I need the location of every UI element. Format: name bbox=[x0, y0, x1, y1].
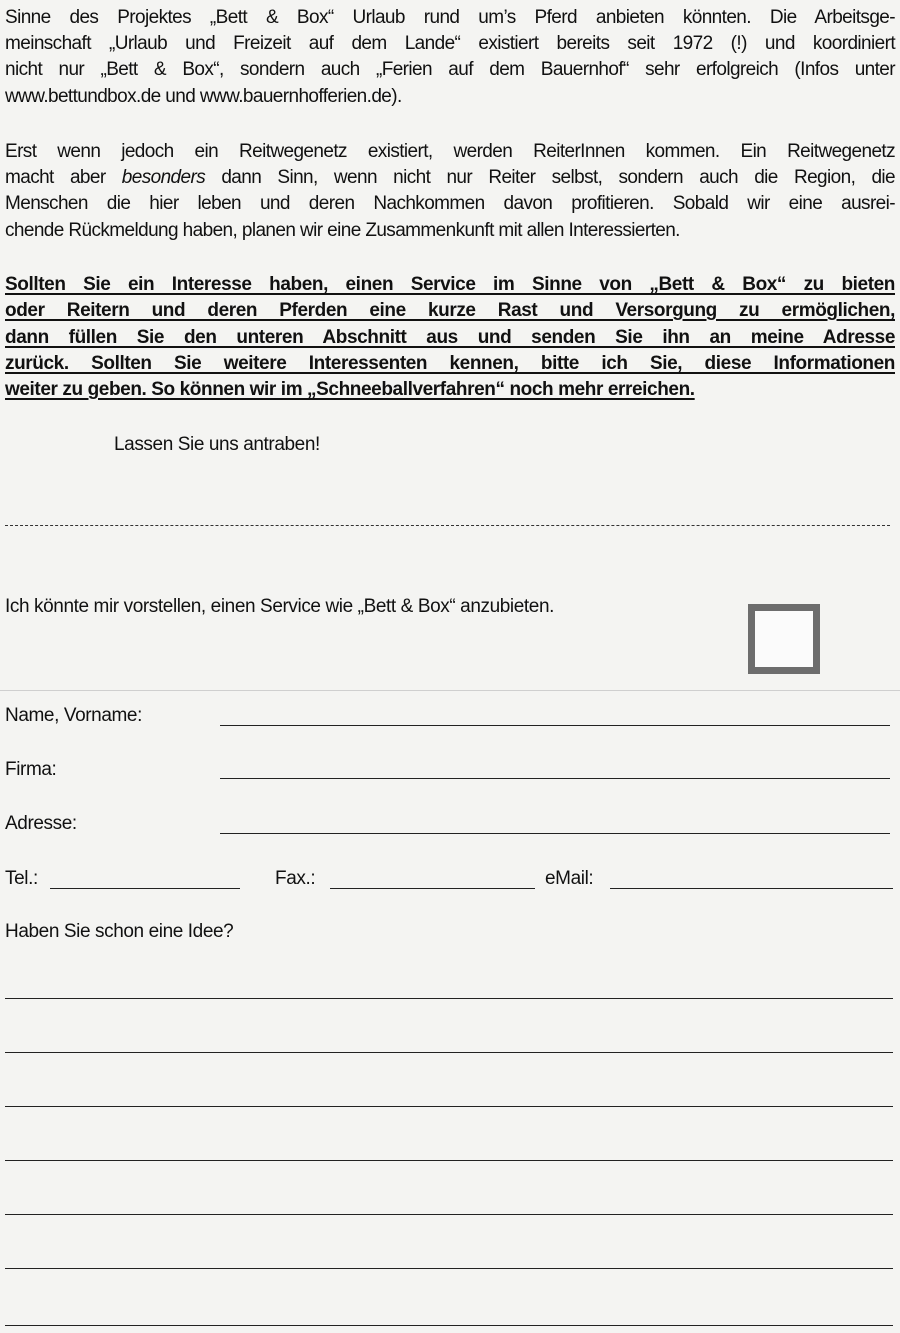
name-label: Name, Vorname: bbox=[5, 705, 142, 726]
text-line: meinschaft „Urlaub und Freizeit auf dem Lande“ existiert bereits seit 1972 (!) und koordiniert bbox=[5, 33, 895, 54]
fax-input[interactable] bbox=[330, 888, 535, 889]
address-label: Adresse: bbox=[5, 813, 77, 834]
phone-label: Tel.: bbox=[5, 868, 38, 889]
cut-line-divider bbox=[5, 525, 890, 526]
text-span: macht aber bbox=[5, 167, 122, 188]
offer-statement: Ich könnte mir vorstellen, einen Service wie „Bett & Box“ anzubieten. bbox=[5, 596, 555, 617]
text-line: Sinne des Projektes „Bett & Box“ Urlaub rund um’s Pferd anbieten könnten. Die Arbeitsge- bbox=[5, 7, 895, 28]
fold-mark bbox=[0, 690, 900, 691]
idea-input-line[interactable] bbox=[5, 1268, 893, 1269]
emphasis-text: besonders bbox=[121, 167, 206, 188]
offer-checkbox[interactable] bbox=[748, 604, 820, 674]
idea-input-line[interactable] bbox=[5, 1106, 893, 1107]
text-line: Menschen die hier leben und deren Nachkommen davon profitieren. Sobald wir eine ausrei- bbox=[5, 193, 895, 214]
idea-input-line[interactable] bbox=[5, 1325, 893, 1326]
bold-line: weiter zu geben. So können wir im „Schneeballverfahren“ noch mehr erreichen. bbox=[5, 379, 695, 400]
name-input[interactable] bbox=[220, 725, 890, 726]
bold-line: Sollten Sie ein Interesse haben, einen Service im Sinne von „Bett & Box“ zu bieten bbox=[5, 274, 895, 295]
text-line: www.bettundbox.de und www.bauernhofferien.de). bbox=[5, 86, 402, 107]
text-line: Erst wenn jedoch ein Reitwegenetz existiert, werden ReiterInnen kommen. Ein Reitwegenetz bbox=[5, 141, 895, 162]
idea-question: Haben Sie schon eine Idee? bbox=[5, 921, 234, 942]
phone-input[interactable] bbox=[50, 888, 240, 889]
text-line: chende Rückmeldung haben, planen wir eine Zusammenkunft mit allen Interessierten. bbox=[5, 220, 680, 241]
idea-input-line[interactable] bbox=[5, 1214, 893, 1215]
company-label: Firma: bbox=[5, 759, 57, 780]
idea-input-line[interactable] bbox=[5, 998, 893, 999]
bold-line: zurück. Sollten Sie weitere Interessenten kennen, bitte ich Sie, diese Informationen bbox=[5, 353, 895, 374]
bold-line: dann füllen Sie den unteren Abschnitt aus und senden Sie ihn an meine Adresse bbox=[5, 327, 895, 348]
text-line bbox=[5, 166, 895, 190]
address-input[interactable] bbox=[220, 833, 890, 834]
fax-label: Fax.: bbox=[275, 868, 316, 889]
bold-line: oder Reitern und deren Pferden eine kurze Rast und Versorgung zu ermöglichen, bbox=[5, 300, 895, 321]
text-span: dann Sinn, wenn nicht nur Reiter selbst, sondern auch die Region, die bbox=[205, 167, 895, 188]
email-label: eMail: bbox=[545, 868, 594, 889]
idea-input-line[interactable] bbox=[5, 1052, 893, 1053]
text-line: nicht nur „Bett & Box“, sondern auch „Ferien auf dem Bauernhof“ sehr erfolgreich (Infos unter bbox=[5, 59, 895, 80]
email-input[interactable] bbox=[610, 888, 893, 889]
idea-input-line[interactable] bbox=[5, 1160, 893, 1161]
closing-text: Lassen Sie uns antraben! bbox=[114, 434, 320, 455]
company-input[interactable] bbox=[220, 778, 890, 779]
